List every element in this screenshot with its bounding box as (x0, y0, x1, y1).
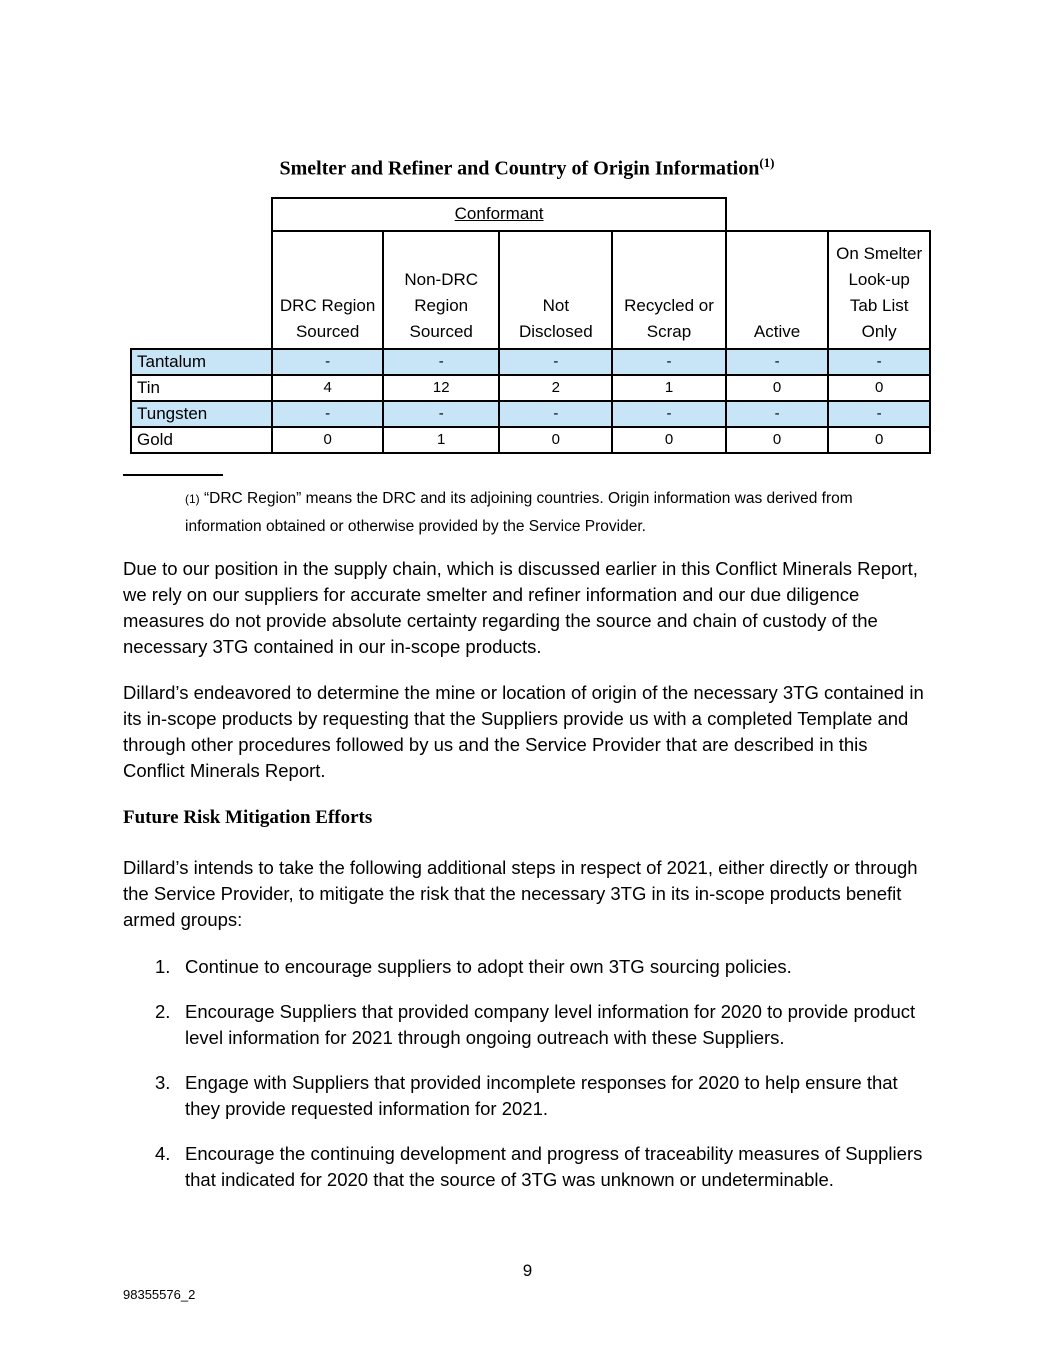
list-item-text: Encourage the continuing development and progress of traceability measures of Suppliers that indicated for 2020 that the source of 3TG was unknown or undeterminable. (185, 1142, 923, 1190)
page-title-text: Smelter and Refiner and Country of Origin Information (279, 157, 760, 180)
row-label: Tantalum (131, 349, 272, 375)
section-heading-future-risk: Future Risk Mitigation Efforts (123, 806, 373, 828)
row-label: Tin (131, 375, 272, 401)
table-cell: - (499, 349, 612, 375)
table-row-tungsten (131, 401, 930, 427)
table-cell: 0 (272, 427, 383, 453)
paragraph-supply-chain: Due to our position in the supply chain, which is discussed earlier in this Conflict Minerals Report, we rely on our suppliers for accurate smelter and refiner information and our due diligence measures do not provide absolute certainty regarding the source and chain of custody of the necessary 3TG contained in our in-scope products. (123, 557, 918, 657)
table-cell: 2 (499, 375, 612, 401)
group-header-row (131, 198, 930, 231)
paragraph-additional-steps: Dillard’s intends to take the following additional steps in respect of 2021, either directly or through the Service Provider, to mitigate the risk that the necessary 3TG in its in-scope products benefit armed groups: (123, 856, 918, 930)
list-item-number: 3. (155, 1071, 171, 1093)
table-cell: 0 (828, 427, 930, 453)
table-cell: - (272, 349, 383, 375)
list-item-text: Engage with Suppliers that provided incomplete responses for 2020 to help ensure that they provide requested information for 2021. (185, 1071, 898, 1119)
table-cell: - (383, 401, 500, 427)
list-item-number: 1. (155, 955, 171, 977)
table-cell: - (726, 349, 829, 375)
table-cell: - (612, 349, 726, 375)
row-label: Gold (131, 427, 272, 453)
table-cell: - (828, 401, 930, 427)
list-item-text: Encourage Suppliers that provided company level information for 2020 to provide product level information for 2021 through ongoing outreach with these Suppliers. (185, 1000, 916, 1048)
column-header-row (131, 231, 930, 349)
col-header-active: Active (726, 231, 829, 349)
table-cell: - (499, 401, 612, 427)
table-row-tin (131, 375, 930, 401)
col-header-not-disclosed: Not Disclosed (499, 231, 612, 349)
col-header-non-drc-region-sourced: Non-DRC Region Sourced (383, 231, 500, 349)
table-cell: 1 (383, 427, 500, 453)
list-item-number: 2. (155, 1000, 171, 1022)
list-item (123, 999, 931, 1051)
table-cell: - (272, 401, 383, 427)
footnote-text: “DRC Region” means the DRC and its adjoining countries. Origin information was derived from information obtained or otherwise provided by the Service Provider. (185, 489, 853, 535)
empty-corner-cell (131, 198, 272, 231)
page-number: 9 (522, 1261, 533, 1280)
table-cell: 0 (612, 427, 726, 453)
list-item-text: Continue to encourage suppliers to adopt their own 3TG sourcing policies. (185, 955, 792, 977)
table-cell: 0 (499, 427, 612, 453)
table-cell: 4 (272, 375, 383, 401)
empty-header-cell (726, 198, 930, 231)
table-cell: 0 (726, 427, 829, 453)
table-cell: 0 (726, 375, 829, 401)
table-cell: 0 (828, 375, 930, 401)
list-item (123, 1141, 931, 1193)
table-cell: - (726, 401, 829, 427)
col-header-drc-region-sourced: DRC Region Sourced (272, 231, 383, 349)
paragraph-origin-determination: Dillard’s endeavored to determine the mine or location of origin of the necessary 3TG contained in its in-scope products by requesting that the Suppliers provide us with a completed Template and through other procedures followed by us and the Service Provider that are described in this Conflict Minerals Report. (123, 681, 924, 781)
table-row-gold (131, 427, 930, 453)
list-item (123, 1070, 931, 1122)
table-cell: - (383, 349, 500, 375)
footnote (185, 485, 931, 540)
conformant-group-header (272, 198, 725, 231)
empty-corner-cell (131, 231, 272, 349)
page-title (123, 150, 931, 182)
table-row-tantalum (131, 349, 930, 375)
footnote-marker: (1) (185, 491, 200, 506)
table-cell: 1 (612, 375, 726, 401)
list-item-number: 4. (155, 1142, 171, 1164)
table-cell: 12 (383, 375, 500, 401)
col-header-recycled-or-scrap: Recycled or Scrap (612, 231, 726, 349)
table-cell: - (612, 401, 726, 427)
list-item (123, 954, 931, 980)
document-id-footer: 98355576_2 (123, 1287, 196, 1302)
smelter-origin-table (130, 197, 931, 454)
row-label: Tungsten (131, 401, 272, 427)
mitigation-steps-list (123, 954, 931, 1193)
col-header-on-smelter-lookup: On Smelter Look-up Tab List Only (828, 231, 930, 349)
conformant-label: Conformant (454, 204, 544, 224)
title-footnote-ref: (1) (759, 155, 775, 170)
table-cell: - (828, 349, 930, 375)
footnote-separator (123, 474, 223, 476)
